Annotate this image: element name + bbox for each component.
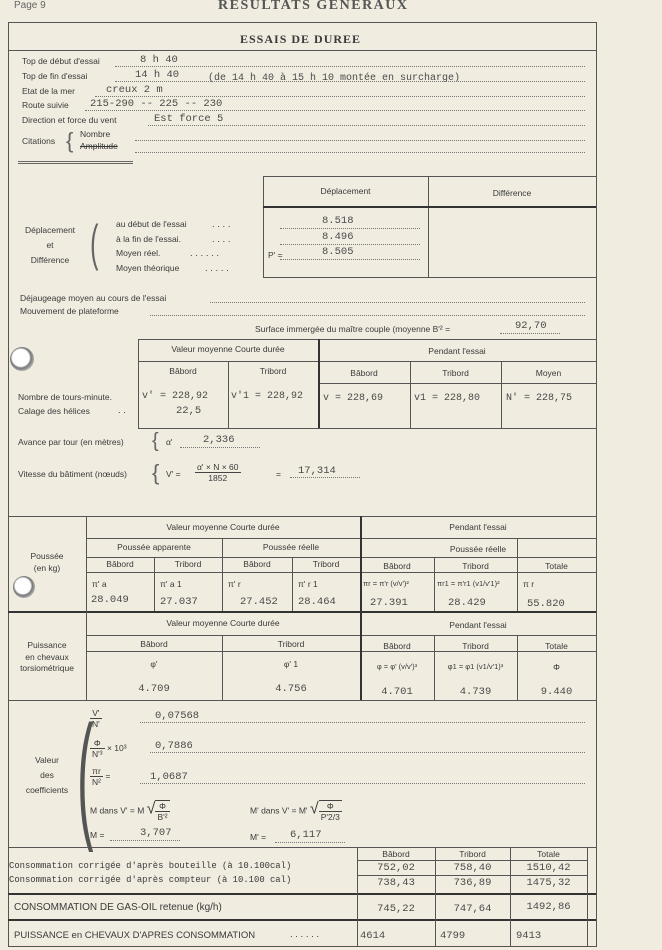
- power-label-l3: torsiométrique: [20, 663, 74, 673]
- vitesse-label: Vitesse du bâtiment (nœuds): [18, 469, 127, 479]
- rot-h4: [138, 428, 596, 429]
- power-val5: 9.440: [540, 686, 573, 698]
- vitesse-value: 17,314: [298, 465, 336, 477]
- mp-value: 6,117: [290, 829, 322, 841]
- avance-dots: [180, 447, 260, 448]
- end-note: (de 14 h 40 à 15 h 10 montée en surcharge): [208, 73, 461, 84]
- co-col-tot: Totale: [537, 849, 560, 859]
- thrust-col-tot: Totale: [545, 561, 568, 571]
- m1-den: B'²: [157, 812, 168, 822]
- start-value: 8 h 40: [140, 54, 178, 66]
- rot-v3-value: v = 228,69: [323, 393, 384, 404]
- th-h-top: [8, 516, 596, 517]
- calage-value: 22,5: [176, 405, 202, 417]
- sea-dots: [95, 96, 585, 97]
- thrust-sym2: π' a 1: [160, 579, 182, 589]
- power-sym4: φ1 = φ1 (v1/v'1)³: [447, 662, 504, 671]
- rot-trial-header: Pendant l'essai: [428, 346, 486, 356]
- mouvement-dots: [150, 315, 585, 316]
- disp-h2: [263, 206, 596, 208]
- m2-num: Φ: [319, 801, 342, 812]
- power-val3: 4.701: [381, 686, 413, 698]
- co-retenue-label: CONSOMMATION DE GAS-OIL retenue (kg/h): [14, 902, 222, 913]
- frame-bottom: [8, 946, 596, 947]
- c2-dots: [150, 752, 585, 753]
- thrust-val7: 55.820: [527, 598, 565, 610]
- disp-label-l3: Différence: [30, 255, 70, 265]
- co-row2-tri: 736,89: [453, 877, 492, 889]
- punch-hole-bottom: [13, 576, 35, 598]
- thrust-apparente: Poussée apparente: [117, 542, 191, 552]
- thrust-label-l2: (en kg): [33, 563, 61, 573]
- co-col-bab: Bâbord: [382, 849, 410, 859]
- sea-value: creux 2 m: [106, 84, 163, 96]
- section-title: ESSAIS DE DUREE: [240, 32, 362, 46]
- thrust-val3: 27.452: [240, 596, 278, 608]
- c2-den: N'³: [92, 749, 103, 759]
- thrust-sym3: π' r: [228, 579, 241, 589]
- m2-root: √: [309, 800, 319, 818]
- rot-h3: [318, 383, 596, 384]
- mp-dots: [275, 842, 345, 843]
- c3-num: πr: [90, 766, 103, 777]
- rot-short-header: Valeur moyenne Courte durée: [171, 344, 285, 354]
- rot-v1-value: v' = 228,92: [142, 391, 209, 402]
- coef-c1: [90, 708, 102, 729]
- m-dots: [110, 840, 180, 841]
- surface-label: Surface immergée du maître couple (moyenne B'² =: [255, 324, 451, 334]
- thrust-sym5: πr = π'r (v/v')²: [363, 579, 409, 588]
- disp-leader3: . . . . . .: [190, 248, 220, 259]
- disp-row1-label: au début de l'essai: [116, 219, 187, 229]
- rot-babord: Bâbord: [169, 366, 197, 376]
- thrust-col-bab2: Bâbord: [243, 559, 271, 569]
- coef-m1: [90, 800, 170, 822]
- disp-row3-value: 8.505: [322, 246, 354, 258]
- coef-m2: [250, 800, 342, 822]
- pw-h2: [86, 651, 596, 652]
- power-trial-header: Pendant l'essai: [449, 620, 507, 630]
- end-dots: [115, 81, 585, 82]
- c2-value: 0,7886: [155, 740, 193, 752]
- co-h3: [8, 893, 596, 895]
- thrust-reelle2: Poussée réelle: [449, 544, 507, 554]
- citations-dots2: [135, 152, 585, 153]
- c1-num: V': [90, 708, 102, 719]
- frame-right: [596, 22, 597, 947]
- power-col-bab1: Bâbord: [140, 639, 168, 649]
- power-sym3: φ = φ' (v/v')³: [376, 662, 418, 671]
- thrust-col-tri1: Tribord: [174, 559, 202, 569]
- c3-dots: [140, 783, 585, 784]
- citations-dots: [135, 140, 585, 141]
- th-h1: [86, 538, 596, 539]
- formula-den: 1852: [208, 473, 228, 483]
- thrust-col-tri2: Tribord: [312, 559, 340, 569]
- th-h-bottom: [8, 611, 596, 613]
- route-value: 215-290 -- 225 -- 230: [90, 98, 223, 110]
- rot-v4-value: v1 = 228,80: [414, 393, 481, 404]
- disp-row3-prefix: P' =: [268, 250, 283, 260]
- disp-v3: [596, 176, 597, 277]
- citations-l2: Amplitude: [80, 141, 118, 151]
- frame-top: [8, 22, 596, 23]
- m2-den: P'2/3: [320, 812, 340, 822]
- co-puissance-leader: . . . . . .: [290, 929, 320, 940]
- wind-label: Direction et force du vent: [22, 115, 117, 125]
- co-h2: [357, 875, 587, 876]
- thrust-reelle: Poussée réelle: [262, 542, 320, 552]
- v-prefix: V' =: [166, 469, 181, 479]
- co-h4: [8, 919, 596, 921]
- thrust-sym6: πr1 = π'r1 (v1/v'1)²: [437, 579, 500, 588]
- vitesse-brace: {: [152, 460, 160, 485]
- power-sym2: φ' 1: [283, 659, 299, 669]
- disp-dot1: [280, 228, 420, 229]
- power-label-l1: Puissance: [27, 640, 67, 650]
- c3-value: 1,0687: [150, 771, 188, 783]
- co-puissance-bab: 4614: [360, 930, 386, 942]
- rot-h1: [138, 339, 596, 340]
- c3-eq: =: [105, 770, 111, 781]
- surface-dots: [500, 333, 560, 334]
- thrust-sym4: π' r 1: [298, 579, 318, 589]
- power-col-bab2: Bâbord: [383, 641, 411, 651]
- power-val2: 4.756: [275, 683, 307, 695]
- coef-label-l2: des: [40, 770, 54, 780]
- m1-label: M dans V' = M: [90, 805, 145, 816]
- punch-hole-top: [10, 347, 34, 371]
- thrust-sym7: π r: [523, 579, 535, 589]
- co-puissance-label: PUISSANCE en CHEVAUX D'APRES CONSOMMATION: [14, 930, 256, 941]
- formula-num: α' × N × 60: [197, 462, 239, 472]
- disp-row1-value: 8.518: [322, 215, 354, 227]
- route-label: Route suivie: [22, 100, 69, 110]
- disp-h3: [263, 277, 596, 278]
- pw-h1: [86, 635, 596, 636]
- power-col-tot: Totale: [545, 641, 568, 651]
- disp-leader4: . . . . .: [205, 263, 229, 274]
- c2-num: Φ: [90, 738, 105, 749]
- th-h2: [86, 557, 596, 558]
- disp-dot3: [280, 259, 420, 260]
- rot-h2: [138, 361, 596, 362]
- c3-den: N²: [92, 777, 101, 787]
- calage-leader: . .: [118, 405, 126, 416]
- thrust-val2: 27.037: [160, 596, 198, 608]
- power-sym1: φ': [150, 659, 158, 669]
- thrust-short-header: Valeur moyenne Courte durée: [166, 522, 280, 532]
- power-label-l2: en chevaux: [25, 652, 69, 662]
- citations-label: Citations: [22, 136, 56, 146]
- rot-v5-value: N' = 228,75: [506, 393, 573, 404]
- co-row2-label: Consommation corrigée d'après compteur (à 10.100 cal): [9, 875, 292, 885]
- wind-dots: [148, 125, 585, 126]
- dejaugeage-label: Déjaugeage moyen au cours de l'essai: [20, 293, 167, 303]
- start-label: Top de début d'essai: [22, 56, 100, 66]
- vitesse-dots: [290, 477, 360, 478]
- co-retenue-tot: 1492,86: [526, 901, 571, 913]
- power-val1: 4.709: [138, 683, 170, 695]
- rot-v6: [596, 339, 597, 428]
- disp-row2-value: 8.496: [322, 231, 354, 243]
- page-title: RESULTATS GENERAUX: [218, 0, 409, 13]
- rot-tribord2: Tribord: [442, 368, 469, 378]
- disp-row3-label: Moyen réel.: [116, 248, 161, 258]
- start-dots: [115, 66, 585, 67]
- power-short-header: Valeur moyenne Courte durée: [166, 618, 280, 628]
- thrust-sym1: π' a: [92, 579, 107, 589]
- co-row2-bab: 738,43: [377, 877, 415, 889]
- c1-dots: [140, 722, 585, 723]
- co-row1-label: Consommation corrigée d'après bouteille (à 10.100cal): [9, 861, 292, 871]
- thrust-col-bab1: Bâbord: [106, 559, 134, 569]
- disp-h1: [263, 176, 596, 177]
- section-rule: [8, 50, 596, 51]
- dejaugeage-dots: [210, 302, 585, 303]
- thrust-val5: 27.391: [370, 597, 408, 609]
- page-number: Page 9: [14, 0, 46, 11]
- m1-root: √: [146, 800, 156, 818]
- rot-v2-value: v'1 = 228,92: [231, 391, 304, 402]
- coef-c2: [90, 738, 127, 759]
- avance-label: Avance par tour (en mètres): [18, 437, 124, 447]
- m2-label: M' dans V' = M': [250, 805, 308, 816]
- disp-col-deplacement: Déplacement: [320, 186, 371, 196]
- avance-brace: {: [152, 430, 159, 452]
- frame-left: [8, 22, 9, 947]
- co-col-tri: Tribord: [459, 849, 486, 859]
- disp-leader2: . . . .: [212, 234, 231, 245]
- thrust-col-tri3: Tribord: [462, 561, 489, 571]
- c1-den: N': [92, 719, 100, 729]
- avance-value: 2,336: [203, 434, 235, 446]
- co-puissance-tot: 9413: [516, 930, 542, 942]
- power-col-tri1: Tribord: [277, 639, 305, 649]
- th-h3: [86, 572, 596, 573]
- m1-num: Φ: [155, 801, 169, 812]
- vitesse-eq: =: [276, 469, 281, 479]
- power-col-tri2: Tribord: [462, 641, 489, 651]
- co-retenue-bab: 745,22: [377, 903, 415, 915]
- disp-brace: (: [90, 215, 99, 271]
- sea-label: Etat de la mer: [22, 86, 75, 96]
- m-value: 3,707: [140, 827, 172, 839]
- co-row1-tot: 1510,42: [526, 862, 571, 874]
- co-row1-tri: 758,40: [453, 862, 492, 874]
- coef-label-l3: coefficients: [25, 785, 69, 795]
- co-retenue-tri: 747,64: [453, 903, 492, 915]
- mp-label: M' =: [250, 832, 267, 842]
- thrust-col-bab3: Bâbord: [383, 561, 411, 571]
- disp-row4-label: Moyen théorique: [116, 263, 180, 273]
- rot-tribord: Tribord: [259, 366, 287, 376]
- end-label: Top de fin d'essai: [22, 71, 88, 81]
- thrust-val6: 28.429: [448, 597, 486, 609]
- disp-col-difference: Différence: [492, 188, 532, 198]
- coef-brace: (: [77, 696, 94, 853]
- m-label: M =: [90, 830, 105, 840]
- thrust-label-l1: Poussée: [30, 551, 64, 561]
- mouvement-label: Mouvement de plateforme: [20, 306, 119, 316]
- coef-c3: [90, 766, 110, 787]
- citations-brace: {: [66, 128, 74, 153]
- pw-h-bottom: [8, 700, 596, 701]
- power-val4: 4.739: [459, 686, 492, 698]
- disp-label-l1: Déplacement: [24, 225, 76, 235]
- c2-mult: × 10³: [106, 742, 127, 753]
- vitesse-formula: [195, 462, 241, 483]
- thrust-val1: 28.049: [91, 594, 129, 606]
- alpha-symbol: α': [166, 437, 173, 447]
- power-sym5: Φ: [553, 662, 560, 672]
- surface-value: 92,70: [515, 320, 547, 332]
- tours-label: Nombre de tours-minute.: [18, 392, 113, 402]
- co-row2-tot: 1475,32: [526, 877, 571, 889]
- coef-label-l1: Valeur: [35, 755, 59, 765]
- calage-label: Calage des hélices: [18, 406, 90, 416]
- co-h1: [357, 860, 587, 861]
- citations-l1: Nombre: [80, 129, 111, 139]
- co-h0: [8, 847, 596, 848]
- rot-moyen: Moyen: [535, 368, 562, 378]
- c1-value: 0,07568: [155, 710, 200, 722]
- disp-row2-label: à la fin de l'essai.: [116, 234, 181, 244]
- disp-dot2: [280, 244, 420, 245]
- thrust-trial-header: Pendant l'essai: [449, 522, 507, 532]
- wind-value: Est force 5: [154, 113, 224, 125]
- co-row1-bab: 752,02: [377, 862, 415, 874]
- co-v4: [587, 847, 588, 946]
- disp-leader1: . . . .: [212, 219, 231, 230]
- end-value: 14 h 40: [135, 69, 180, 81]
- rot-babord2: Bâbord: [350, 368, 378, 378]
- strike-rule: [18, 161, 133, 164]
- thrust-val4: 28.464: [298, 596, 336, 608]
- route-dots: [85, 110, 585, 111]
- disp-label-l2: et: [46, 240, 54, 250]
- co-puissance-tri: 4799: [440, 930, 466, 942]
